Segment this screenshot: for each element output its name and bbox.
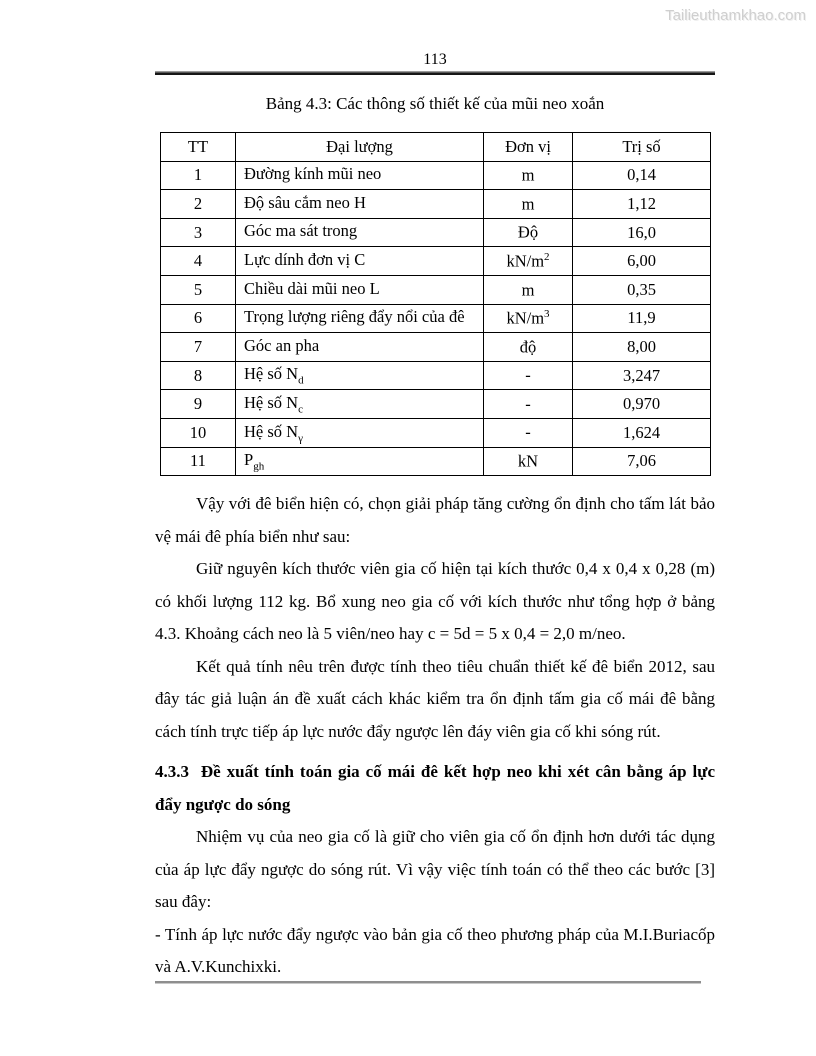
quantity-subscript: d: [298, 374, 304, 387]
table-row: [161, 218, 711, 247]
table-row: [161, 361, 711, 390]
watermark-text: Tailieuthamkhao.com: [665, 7, 806, 24]
cell-unit: [484, 333, 573, 362]
cell-quantity: [236, 190, 484, 219]
quantity-text: Hệ số N: [244, 392, 299, 412]
unit-text: -: [525, 422, 531, 442]
column-header-quantity: Đại lượng: [236, 133, 484, 162]
cell-quantity: [236, 304, 484, 333]
cell-value: 3,247: [573, 361, 711, 390]
paragraph-3: Kết quả tính nêu trên được tính theo tiêu chuẩn thiết kế đê biển 2012, sau đây tác giả luận án đề xuất cách khác kiểm tra ổn định tấm gia cố mái đê bằng cách tính trực tiếp áp lực nước đẩy ngược lên đáy viên gia cố khi sóng rút.: [155, 656, 715, 741]
unit-text: kN/m: [506, 251, 545, 271]
cell-unit: [484, 218, 573, 247]
cell-quantity: [236, 333, 484, 362]
section-heading-4-3-3: 4.3.3 Đề xuất tính toán gia cố mái đê kết hợp neo khi xét cân bằng áp lực đẩy ngược do sóng: [155, 762, 715, 814]
table-caption: Bảng 4.3: Các thông số thiết kế của mũi neo xoắn: [265, 94, 605, 113]
quantity-text: Chiều dài mũi neo L: [244, 278, 380, 298]
paragraph-5: - Tính áp lực nước đẩy ngược vào bản gia cố theo phương pháp của M.I.Buriacốp và A.V.Kunchixki.: [155, 924, 715, 977]
paragraph-1: Vậy với đê biển hiện có, chọn giải pháp tăng cường ổn định cho tấm lát bảo vệ mái đê phía biển như sau:: [155, 494, 715, 546]
unit-text: -: [525, 365, 531, 385]
table-row: [161, 190, 711, 219]
cell-quantity: [236, 247, 484, 276]
cell-unit: [484, 275, 573, 304]
cell-unit: [484, 390, 573, 419]
table-row: [161, 333, 711, 362]
cell-value: 0,35: [573, 275, 711, 304]
column-header-tt: TT: [161, 133, 236, 162]
quantity-text: Góc ma sát trong: [244, 221, 358, 241]
quantity-text: Góc an pha: [244, 335, 320, 355]
table-row: [161, 447, 711, 476]
quantity-text: Trọng lượng riêng đẩy nổi của đê: [244, 307, 465, 327]
cell-tt: 6: [161, 304, 236, 333]
table-row: [161, 418, 711, 447]
unit-text: Độ: [517, 222, 539, 242]
parameters-table: [160, 132, 711, 476]
cell-unit: [484, 447, 573, 476]
page-content: [155, 51, 715, 984]
cell-quantity: [236, 275, 484, 304]
unit-text: m: [521, 165, 535, 185]
table-row: [161, 161, 711, 190]
cell-tt: 5: [161, 275, 236, 304]
cell-tt: 7: [161, 333, 236, 362]
cell-quantity: [236, 218, 484, 247]
cell-tt: 10: [161, 418, 236, 447]
page-number: 113: [423, 51, 447, 68]
quantity-text: Đường kính mũi neo: [244, 164, 382, 184]
cell-value: 1,12: [573, 190, 711, 219]
header-rule: [155, 71, 715, 75]
unit-superscript: 3: [544, 308, 550, 321]
cell-unit: [484, 161, 573, 190]
cell-tt: 11: [161, 447, 236, 476]
cell-quantity: [236, 447, 484, 476]
cell-value: 0,970: [573, 390, 711, 419]
cell-value: 1,624: [573, 418, 711, 447]
quantity-text: P: [244, 450, 254, 470]
table-row: [161, 304, 711, 333]
cell-tt: 8: [161, 361, 236, 390]
cell-tt: 4: [161, 247, 236, 276]
quantity-subscript: c: [298, 403, 303, 416]
table-row: [161, 390, 711, 419]
cell-unit: [484, 304, 573, 333]
column-header-unit: Đơn vị: [484, 133, 573, 162]
quantity-text: Hệ số N: [244, 364, 299, 384]
paragraph-2: Giữ nguyên kích thước viên gia cố hiện tại kích thước 0,4 x 0,4 x 0,28 (m) có khối lượng 112 kg. Bổ xung neo gia cố với kích thước như tổng hợp ở bảng 4.3. Khoảng cách neo là 5 viên/neo hay c = 5d = 5 x 0,4 = 2,0 m/neo.: [155, 559, 715, 644]
body-text: [155, 488, 715, 984]
quantity-subscript: γ: [298, 431, 303, 444]
quantity-text: Lực dính đơn vị C: [244, 250, 366, 270]
cell-unit: [484, 247, 573, 276]
quantity-text: Độ sâu cắm neo H: [244, 192, 366, 212]
cell-value: 16,0: [573, 218, 711, 247]
quantity-subscript: gh: [253, 460, 265, 473]
unit-text: -: [525, 394, 531, 414]
cell-unit: [484, 190, 573, 219]
cell-quantity: [236, 390, 484, 419]
cell-tt: 3: [161, 218, 236, 247]
cell-unit: [484, 361, 573, 390]
unit-text: kN/m: [506, 308, 545, 328]
cell-value: 0,14: [573, 161, 711, 190]
unit-text: độ: [519, 337, 537, 357]
table-row: [161, 275, 711, 304]
cell-quantity: [236, 361, 484, 390]
quantity-text: Hệ số N: [244, 421, 299, 441]
column-header-value: Trị số: [573, 133, 711, 162]
unit-text: m: [521, 194, 535, 214]
cell-tt: 9: [161, 390, 236, 419]
unit-superscript: 2: [544, 250, 550, 263]
footer-rule: [155, 981, 701, 984]
cell-value: 8,00: [573, 333, 711, 362]
unit-text: kN: [517, 451, 539, 471]
unit-text: m: [521, 280, 535, 300]
table-header-row: [161, 133, 711, 162]
cell-value: 6,00: [573, 247, 711, 276]
paragraph-4: Nhiệm vụ của neo gia cố là giữ cho viên gia cố ổn định hơn dưới tác dụng của áp lực đẩy ngược do sóng rút. Vì vậy việc tính toán có thể theo các bước [3] sau đây:: [155, 827, 715, 912]
cell-unit: [484, 418, 573, 447]
cell-quantity: [236, 418, 484, 447]
cell-value: 7,06: [573, 447, 711, 476]
cell-tt: 2: [161, 190, 236, 219]
cell-value: 11,9: [573, 304, 711, 333]
cell-quantity: [236, 161, 484, 190]
table-row: [161, 247, 711, 276]
cell-tt: 1: [161, 161, 236, 190]
